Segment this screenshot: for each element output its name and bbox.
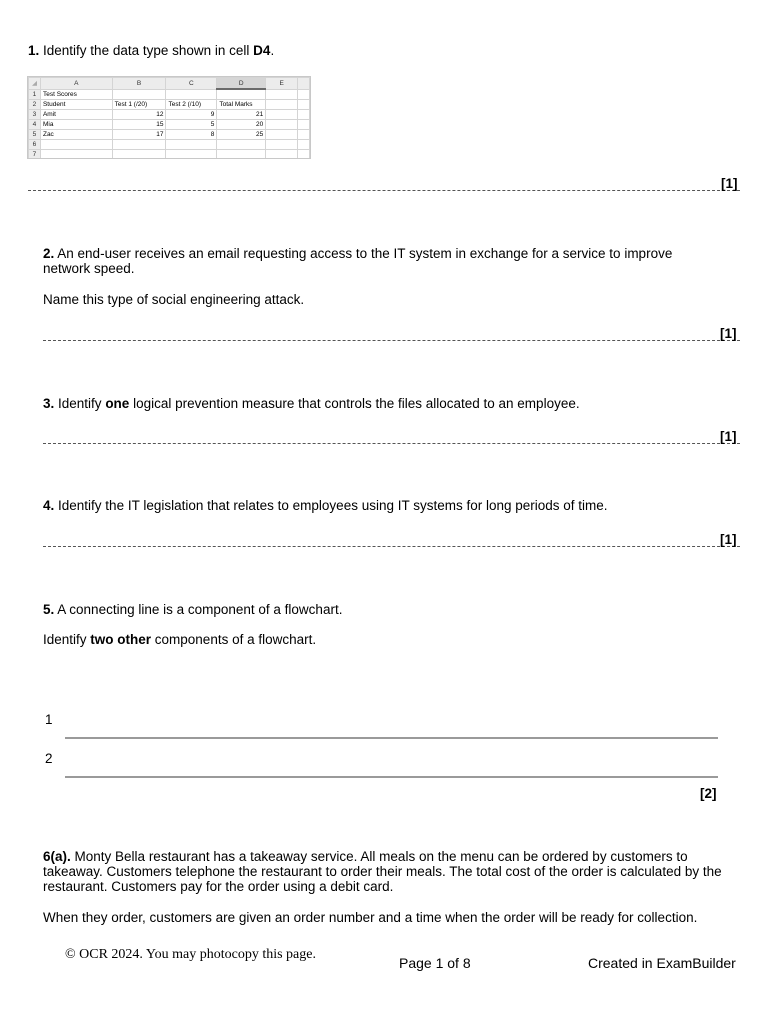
cell: Test 1 (/20) (112, 100, 166, 110)
question-number: 3. (43, 396, 55, 411)
cell: Student (40, 100, 112, 110)
question-4: 4. Identify the IT legislation that relates to employees using IT systems for long periods of time. (43, 498, 608, 513)
cell (266, 130, 298, 140)
answer-line[interactable] (43, 443, 740, 444)
question-1: 1. Identify the data type shown in cell D4. (28, 43, 275, 58)
mark-allocation: [1] (720, 429, 737, 444)
answer-line[interactable] (43, 546, 740, 547)
mark-allocation: [1] (720, 326, 737, 341)
cell (112, 89, 166, 100)
cell (266, 150, 298, 160)
column-header: E (266, 78, 298, 90)
footer-created: Created in ExamBuilder (588, 955, 736, 971)
cell: Test Scores (40, 89, 112, 100)
question-number: 6(a). (43, 849, 71, 864)
cell: Mia (40, 120, 112, 130)
answer-number: 1 (45, 712, 53, 727)
cell (40, 150, 112, 160)
cell: Amit (40, 110, 112, 120)
cell: 17 (112, 130, 166, 140)
question-6a-continued: When they order, customers are given an order number and a time when the order will be ready for collection. (43, 910, 698, 925)
row-number: 4 (29, 120, 41, 130)
cell (266, 120, 298, 130)
row-number: 3 (29, 110, 41, 120)
sheet-row (29, 110, 310, 120)
mark-allocation: [1] (720, 532, 737, 547)
cell: 12 (112, 110, 166, 120)
sheet-row (29, 100, 310, 110)
cell (166, 140, 217, 150)
cell (166, 150, 217, 160)
footer-copyright: © OCR 2024. You may photocopy this page. (65, 947, 316, 962)
cell: 21 (217, 110, 266, 120)
answer-line[interactable] (28, 190, 740, 191)
answer-line[interactable] (65, 776, 718, 778)
row-number: 6 (29, 140, 41, 150)
question-number: 1. (28, 43, 40, 58)
sheet-row (29, 140, 310, 150)
cell: 9 (166, 110, 217, 120)
sheet-row (29, 89, 310, 100)
question-number: 5. (43, 602, 55, 617)
sheet-row (29, 130, 310, 140)
cell (266, 140, 298, 150)
cell (217, 150, 266, 160)
question-number: 2. (43, 246, 55, 261)
cell: 5 (166, 120, 217, 130)
answer-number: 2 (45, 751, 53, 766)
mark-allocation: [2] (700, 786, 717, 801)
mark-allocation: [1] (721, 176, 738, 191)
cell: 25 (217, 130, 266, 140)
footer-page-number: Page 1 of 8 (399, 955, 471, 971)
cell: Zac (40, 130, 112, 140)
question-number: 4. (43, 498, 55, 513)
cell (266, 89, 298, 100)
question-2: 2. An end-user receives an email requesting access to the IT system in exchange for a service to improve network speed. (43, 246, 673, 276)
column-header: A (40, 78, 112, 90)
question-5-instruction: Identify two other components of a flowchart. (43, 632, 317, 647)
spreadsheet-image (27, 76, 311, 159)
answer-line[interactable] (43, 340, 740, 341)
cell: 20 (217, 120, 266, 130)
cell (266, 110, 298, 120)
cell: Test 2 (/10) (166, 100, 217, 110)
cell (217, 89, 266, 100)
answer-line[interactable] (65, 737, 718, 739)
cell (40, 140, 112, 150)
row-number: 1 (29, 89, 41, 100)
column-header: D (217, 78, 266, 90)
question-2-instruction: Name this type of social engineering attack. (43, 292, 305, 307)
cell: 15 (112, 120, 166, 130)
cell: Total Marks (217, 100, 266, 110)
cell (112, 140, 166, 150)
row-number: 7 (29, 150, 41, 160)
cell (112, 150, 166, 160)
question-5: 5. A connecting line is a component of a flowchart. (43, 602, 343, 617)
row-number: 2 (29, 100, 41, 110)
sheet-row (29, 120, 310, 130)
cell: 8 (166, 130, 217, 140)
row-number: 5 (29, 130, 41, 140)
column-header: C (166, 78, 217, 90)
spreadsheet-table (28, 77, 310, 159)
question-3: 3. Identify one logical prevention measure that controls the files allocated to an employee. (43, 396, 580, 411)
corner-cell: ◢ (29, 78, 41, 90)
cell (166, 89, 217, 100)
cell (266, 100, 298, 110)
question-6a: 6(a). Monty Bella restaurant has a takeaway service. All meals on the menu can be ordered by customers to takeaway. Customers telephone the restaurant to order their meals. The total cost of the order is calculated by the restaurant. Customers pay for the order using a debit card. (43, 849, 722, 894)
sheet-row (29, 150, 310, 160)
column-header-row (29, 78, 310, 90)
cell (217, 140, 266, 150)
column-header: B (112, 78, 166, 90)
